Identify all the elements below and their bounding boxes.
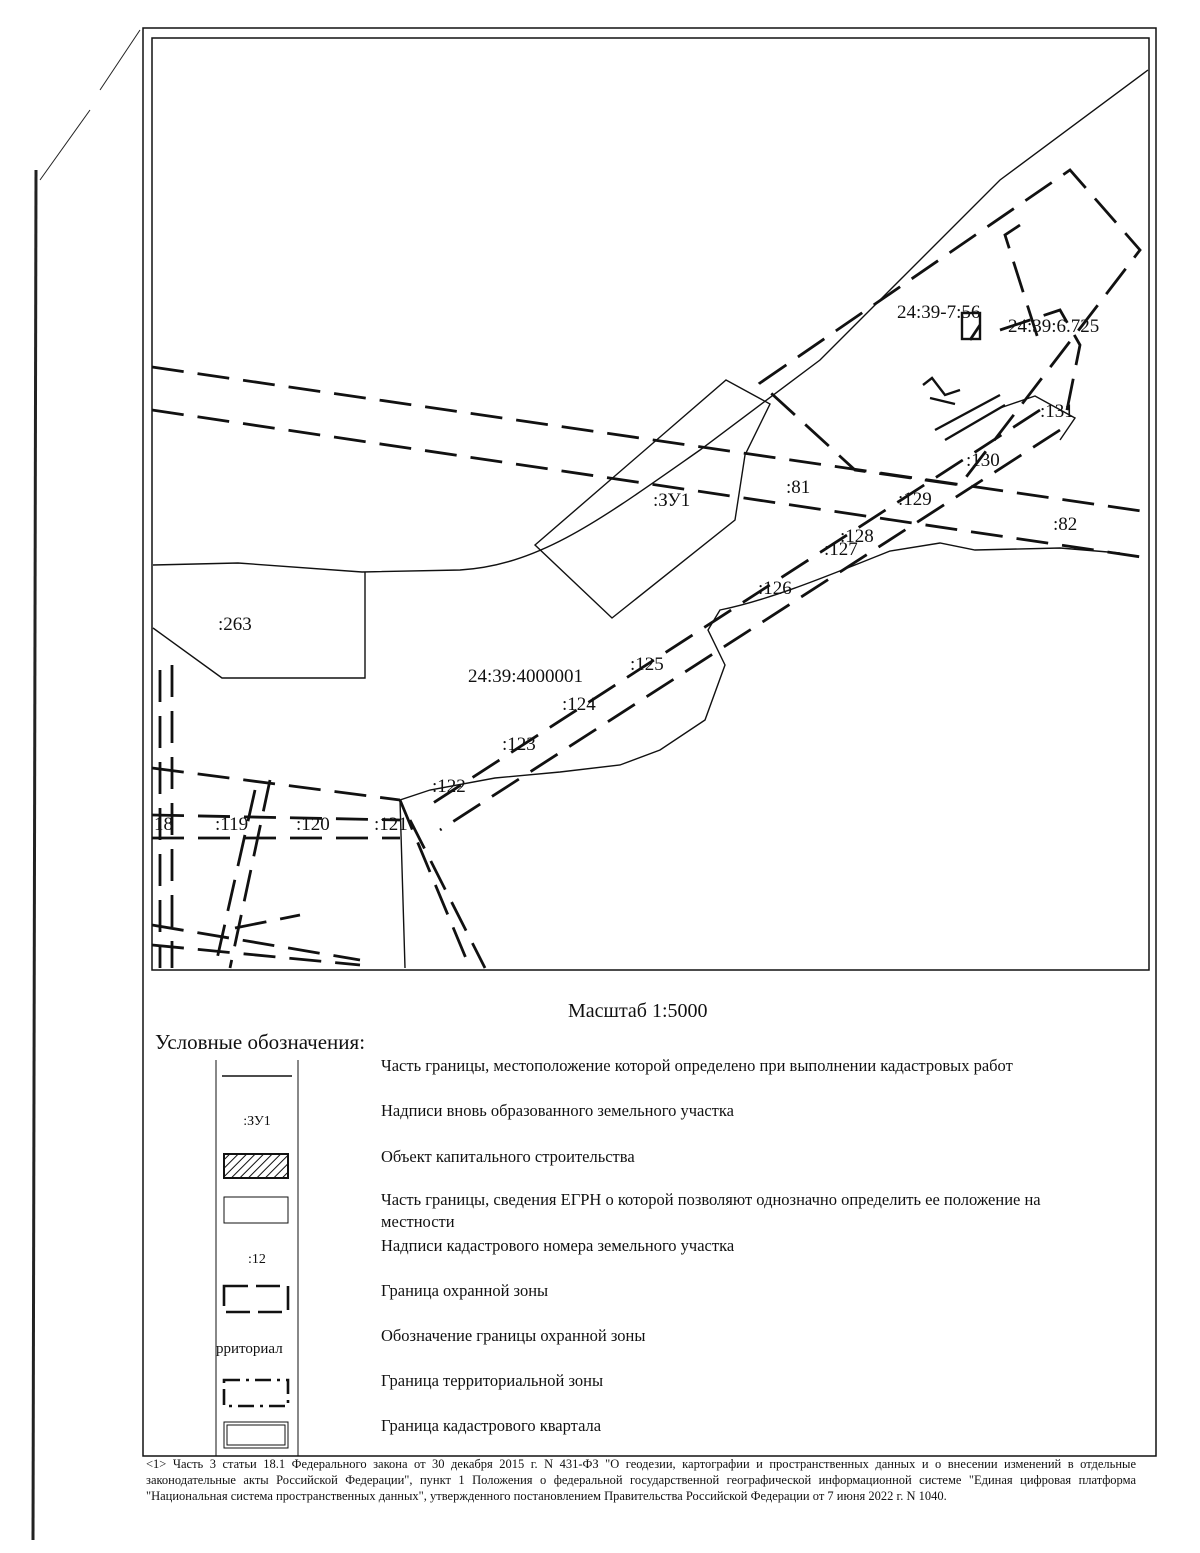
- protection-zone-boundaries: [152, 170, 1148, 968]
- map-label-81: :81: [786, 477, 811, 498]
- map-label-82: :82: [1053, 514, 1078, 535]
- map-label-126: :126: [758, 578, 792, 599]
- map-label-parcel-725: 24:39:6.725: [1008, 316, 1100, 337]
- map-label-130: :130: [966, 450, 1000, 471]
- map-label-123: :123: [502, 734, 536, 755]
- legend-symbol-dashdot-rect: [224, 1380, 288, 1406]
- map-label-122: :122: [432, 776, 466, 797]
- map-label-124: :124: [562, 694, 596, 715]
- legend-symbol-territorial-text: рриториал: [216, 1340, 283, 1357]
- map-label-125: :125: [630, 654, 664, 675]
- map-label-129: :129: [898, 489, 932, 510]
- map-scale: Масштаб 1:5000: [568, 1000, 708, 1022]
- map-label-119: :119: [215, 814, 249, 835]
- legend-label-territorial-zone: Граница территориальной зоны: [381, 1371, 604, 1390]
- footnote: <1> Часть 3 статьи 18.1 Федерального закона от 30 декабря 2015 г. N 431-ФЗ "О геодезии, картографии и пространственных данных и о внесении изменений в отдельные законодательные акты Российской Федерации", пункт 1 Положения о федеральной государственной географической информационной системе "Единая цифровая платформа "Национальная система пространственных данных", утвержденного постановлением Правительства Российской Федерации от 7 июня 2022 г. N 1040.: [146, 1457, 1136, 1503]
- map-label-131: :131: [1040, 401, 1074, 422]
- legend-symbol-12-text: :12: [248, 1252, 266, 1267]
- legend-symbol-zu1-text: :ЗУ1: [243, 1114, 271, 1129]
- legend-symbol-double-rect: [224, 1422, 288, 1448]
- map-label-128: :128: [840, 526, 874, 547]
- building-outlines: [923, 313, 1005, 440]
- map-labels: [154, 302, 1099, 835]
- legend-label-cadastral-quarter: Граница кадастрового квартала: [381, 1416, 602, 1435]
- legend-symbol-dashed-rect: [224, 1286, 288, 1312]
- map-label-parcel-756: 24:39-7:56: [897, 302, 981, 323]
- map-label-120: :120: [296, 814, 330, 835]
- legend-label-egrn-boundary: Часть границы, сведения ЕГРН о которой позволяют однозначно определить ее положение на местности: [381, 1190, 1041, 1231]
- legend-label-protection-zone-mark: Обозначение границы охранной зоны: [381, 1326, 646, 1345]
- legend-label-protection-zone: Граница охранной зоны: [381, 1281, 549, 1300]
- map-label-263: :263: [218, 614, 252, 635]
- map-label-zu1: :ЗУ1: [653, 490, 691, 511]
- legend-symbol-hatched: [224, 1154, 288, 1178]
- legend-label-cadastral-number: Надписи кадастрового номера земельного участка: [381, 1236, 735, 1255]
- legend-label-cadastral-works-boundary: Часть границы, местоположение которой определено при выполнении кадастровых работ: [381, 1056, 1013, 1075]
- map-label-121: :121: [374, 814, 408, 835]
- scan-margin-marks: [33, 30, 140, 1540]
- map-label-118: 18: [154, 814, 173, 835]
- legend-label-new-parcel: Надписи вновь образованного земельного участка: [381, 1101, 734, 1120]
- legend-title: Условные обозначения:: [155, 1030, 366, 1054]
- map-label-quarter: 24:39:4000001: [468, 666, 584, 687]
- map-label-127: :127: [824, 539, 858, 560]
- legend-label-capital-object: Объект капитального строительства: [381, 1147, 635, 1166]
- legend-symbol-thin-rect: [224, 1197, 288, 1223]
